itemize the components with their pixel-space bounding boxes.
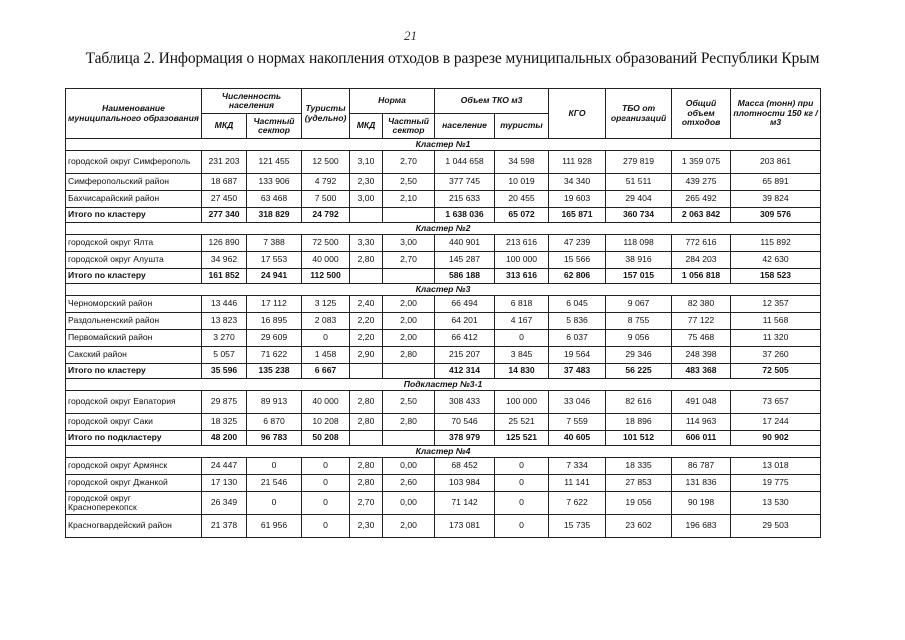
total-row — [66, 269, 821, 284]
table-cell: 47 239 — [549, 235, 606, 252]
table-cell: 27 853 — [606, 475, 672, 492]
header-norm: Норма — [350, 89, 435, 114]
table-cell: 29 875 — [202, 391, 247, 414]
header-volume: Объем ТКО м3 — [435, 89, 549, 114]
table-cell: 33 046 — [549, 391, 606, 414]
header-mass: Масса (тонн) при плотности 150 кг / м3 — [731, 89, 821, 139]
municipality-name: Бахчисарайский район — [66, 191, 202, 208]
total-cell — [383, 269, 435, 284]
table-cell: 4 167 — [495, 313, 549, 330]
total-cell: 1 638 036 — [435, 208, 495, 223]
table-cell: 21 546 — [247, 475, 302, 492]
table-cell: 13 823 — [202, 313, 247, 330]
table-cell: 215 633 — [435, 191, 495, 208]
table-cell: 2,70 — [383, 252, 435, 269]
table-cell: 66 494 — [435, 296, 495, 313]
municipality-name: Черноморский район — [66, 296, 202, 313]
table-cell: 19 564 — [549, 347, 606, 364]
table-cell: 115 892 — [731, 235, 821, 252]
municipality-name: Раздольненский район — [66, 313, 202, 330]
table-cell: 12 357 — [731, 296, 821, 313]
cluster-title: Кластер №3 — [66, 284, 821, 296]
table-cell: 20 455 — [495, 191, 549, 208]
total-cell: 318 829 — [247, 208, 302, 223]
table-cell: 23 602 — [606, 515, 672, 538]
table-cell: 73 657 — [731, 391, 821, 414]
table-cell: 2,40 — [350, 296, 383, 313]
total-cell: 101 512 — [606, 431, 672, 446]
municipality-name: Красногвардейский район — [66, 515, 202, 538]
header-population: Численность населения — [202, 89, 302, 114]
table-cell: 3,00 — [383, 235, 435, 252]
total-label: Итого по кластеру — [66, 269, 202, 284]
table-cell: 65 891 — [731, 174, 821, 191]
table-cell: 0 — [302, 492, 350, 515]
table-cell: 203 861 — [731, 151, 821, 174]
table-cell: 2,00 — [383, 515, 435, 538]
table-row — [66, 458, 821, 475]
table-cell: 86 787 — [672, 458, 731, 475]
table-cell: 82 380 — [672, 296, 731, 313]
table-cell: 2,20 — [350, 330, 383, 347]
table-cell: 1 359 075 — [672, 151, 731, 174]
table-cell: 279 819 — [606, 151, 672, 174]
table-cell: 3,10 — [350, 151, 383, 174]
table-cell: 3,30 — [350, 235, 383, 252]
table-row — [66, 391, 821, 414]
header-tbo-org: ТБО от организаций — [606, 89, 672, 139]
header-norm-private: Частный сектор — [383, 114, 435, 139]
table-cell: 2,70 — [350, 492, 383, 515]
total-label: Итого по кластеру — [66, 208, 202, 223]
table-row — [66, 313, 821, 330]
table-row — [66, 252, 821, 269]
table-cell: 19 775 — [731, 475, 821, 492]
table-cell: 0,00 — [383, 458, 435, 475]
table-cell: 2,80 — [350, 391, 383, 414]
table-row — [66, 191, 821, 208]
total-cell: 6 667 — [302, 364, 350, 379]
table-row — [66, 347, 821, 364]
table-cell: 18 325 — [202, 414, 247, 431]
table-cell: 24 447 — [202, 458, 247, 475]
table-cell: 8 755 — [606, 313, 672, 330]
total-cell: 360 734 — [606, 208, 672, 223]
table-cell: 2,00 — [383, 313, 435, 330]
total-label: Итого по кластеру — [66, 364, 202, 379]
table-cell: 2,50 — [383, 174, 435, 191]
table-cell: 0 — [495, 330, 549, 347]
table-cell: 71 142 — [435, 492, 495, 515]
table-cell: 231 203 — [202, 151, 247, 174]
table-cell: 61 956 — [247, 515, 302, 538]
table-cell: 16 895 — [247, 313, 302, 330]
table-cell: 19 056 — [606, 492, 672, 515]
total-cell: 277 340 — [202, 208, 247, 223]
table-cell: 7 388 — [247, 235, 302, 252]
table-cell: 0 — [495, 492, 549, 515]
table-cell: 19 603 — [549, 191, 606, 208]
table-row — [66, 296, 821, 313]
total-cell: 48 200 — [202, 431, 247, 446]
table-cell: 9 067 — [606, 296, 672, 313]
municipality-name: городской округ Алушта — [66, 252, 202, 269]
cluster-title: Подкластер №3-1 — [66, 379, 821, 391]
total-cell: 112 500 — [302, 269, 350, 284]
table-cell: 7 500 — [302, 191, 350, 208]
table-cell: 70 546 — [435, 414, 495, 431]
total-cell: 606 011 — [672, 431, 731, 446]
total-cell: 412 314 — [435, 364, 495, 379]
table-cell: 284 203 — [672, 252, 731, 269]
table-cell: 11 568 — [731, 313, 821, 330]
waste-norms-table — [65, 88, 821, 538]
table-cell: 118 098 — [606, 235, 672, 252]
total-cell: 56 225 — [606, 364, 672, 379]
table-cell: 215 207 — [435, 347, 495, 364]
table-cell: 34 340 — [549, 174, 606, 191]
table-cell: 13 530 — [731, 492, 821, 515]
table-cell: 26 349 — [202, 492, 247, 515]
total-cell — [383, 431, 435, 446]
table-cell: 12 500 — [302, 151, 350, 174]
header-total: Общий объем отходов — [672, 89, 731, 139]
table-cell: 6 818 — [495, 296, 549, 313]
table-cell: 145 287 — [435, 252, 495, 269]
table-cell: 0 — [302, 475, 350, 492]
total-cell — [383, 364, 435, 379]
total-cell — [350, 364, 383, 379]
table-cell: 0 — [495, 458, 549, 475]
table-cell: 11 141 — [549, 475, 606, 492]
table-cell: 82 616 — [606, 391, 672, 414]
table-cell: 126 890 — [202, 235, 247, 252]
total-cell: 157 015 — [606, 269, 672, 284]
header-tourists: Туристы (удельно) — [302, 89, 350, 139]
table-cell: 29 346 — [606, 347, 672, 364]
table-cell: 1 044 658 — [435, 151, 495, 174]
total-cell: 72 505 — [731, 364, 821, 379]
table-cell: 2,80 — [383, 414, 435, 431]
table-cell: 10 019 — [495, 174, 549, 191]
municipality-name: городской округ Евпатория — [66, 391, 202, 414]
total-cell: 313 616 — [495, 269, 549, 284]
table-cell: 7 559 — [549, 414, 606, 431]
table-cell: 0 — [247, 492, 302, 515]
table-row — [66, 235, 821, 252]
table-cell: 27 450 — [202, 191, 247, 208]
cluster-row — [66, 446, 821, 458]
municipality-name: городской округ Джанкой — [66, 475, 202, 492]
total-cell: 1 056 818 — [672, 269, 731, 284]
table-cell: 6 037 — [549, 330, 606, 347]
table-cell: 3 845 — [495, 347, 549, 364]
table-cell: 1 458 — [302, 347, 350, 364]
total-cell: 586 188 — [435, 269, 495, 284]
total-cell: 161 852 — [202, 269, 247, 284]
table-cell: 248 398 — [672, 347, 731, 364]
table-cell: 265 492 — [672, 191, 731, 208]
total-cell: 62 806 — [549, 269, 606, 284]
table-cell: 90 198 — [672, 492, 731, 515]
table-cell: 103 984 — [435, 475, 495, 492]
table-cell: 0 — [302, 330, 350, 347]
table-cell: 491 048 — [672, 391, 731, 414]
table-cell: 63 468 — [247, 191, 302, 208]
table-body — [66, 139, 821, 538]
total-cell: 35 596 — [202, 364, 247, 379]
table-cell: 13 446 — [202, 296, 247, 313]
total-cell: 90 902 — [731, 431, 821, 446]
table-cell: 111 928 — [549, 151, 606, 174]
table-cell: 2,20 — [350, 313, 383, 330]
total-cell — [350, 269, 383, 284]
cluster-title: Кластер №2 — [66, 223, 821, 235]
table-cell: 29 609 — [247, 330, 302, 347]
table-row — [66, 174, 821, 191]
municipality-name: городской округ Армянск — [66, 458, 202, 475]
table-cell: 3 125 — [302, 296, 350, 313]
cluster-row — [66, 284, 821, 296]
table-cell: 0,00 — [383, 492, 435, 515]
table-cell: 72 500 — [302, 235, 350, 252]
table-cell: 17 553 — [247, 252, 302, 269]
total-cell: 2 063 842 — [672, 208, 731, 223]
table-cell: 439 275 — [672, 174, 731, 191]
total-label: Итого по подкластеру — [66, 431, 202, 446]
table-cell: 2,80 — [350, 414, 383, 431]
table-cell: 21 378 — [202, 515, 247, 538]
header-kgo: КГО — [549, 89, 606, 139]
table-cell: 2,90 — [350, 347, 383, 364]
table-cell: 39 824 — [731, 191, 821, 208]
table-cell: 308 433 — [435, 391, 495, 414]
total-cell: 483 368 — [672, 364, 731, 379]
table-cell: 13 018 — [731, 458, 821, 475]
total-cell: 24 941 — [247, 269, 302, 284]
municipality-name: городской округ Ялта — [66, 235, 202, 252]
total-cell: 96 783 — [247, 431, 302, 446]
table-cell: 64 201 — [435, 313, 495, 330]
table-cell: 2,30 — [350, 174, 383, 191]
cluster-row — [66, 139, 821, 151]
table-cell: 29 503 — [731, 515, 821, 538]
table-cell: 75 468 — [672, 330, 731, 347]
header-volume-tourists: туристы — [495, 114, 549, 139]
table-cell: 18 335 — [606, 458, 672, 475]
municipality-name: городской округ Симферополь — [66, 151, 202, 174]
total-cell: 135 238 — [247, 364, 302, 379]
table-cell: 121 455 — [247, 151, 302, 174]
table-row — [66, 515, 821, 538]
total-cell: 158 523 — [731, 269, 821, 284]
header-name: Наименование муниципального образования — [66, 89, 202, 139]
page-number: 21 — [404, 28, 417, 43]
total-cell: 165 871 — [549, 208, 606, 223]
table-cell: 2,80 — [350, 252, 383, 269]
table-cell: 17 244 — [731, 414, 821, 431]
header-private: Частный сектор — [247, 114, 302, 139]
total-row — [66, 364, 821, 379]
table-cell: 0 — [495, 475, 549, 492]
table-cell: 40 000 — [302, 391, 350, 414]
table-cell: 37 260 — [731, 347, 821, 364]
municipality-name: Сакский район — [66, 347, 202, 364]
table-cell: 66 412 — [435, 330, 495, 347]
total-cell: 378 979 — [435, 431, 495, 446]
total-cell: 40 605 — [549, 431, 606, 446]
table-cell: 38 916 — [606, 252, 672, 269]
table-cell: 34 598 — [495, 151, 549, 174]
header-mkd: МКД — [202, 114, 247, 139]
table-cell: 15 735 — [549, 515, 606, 538]
municipality-name: Первомайский район — [66, 330, 202, 347]
table-cell: 17 112 — [247, 296, 302, 313]
table-cell: 377 745 — [435, 174, 495, 191]
table-cell: 0 — [495, 515, 549, 538]
table-row — [66, 492, 821, 515]
table-cell: 131 836 — [672, 475, 731, 492]
table-cell: 77 122 — [672, 313, 731, 330]
table-cell: 10 208 — [302, 414, 350, 431]
table-cell: 2,00 — [383, 330, 435, 347]
table-cell: 71 622 — [247, 347, 302, 364]
table-cell: 6 870 — [247, 414, 302, 431]
table-row — [66, 475, 821, 492]
table-cell: 0 — [302, 515, 350, 538]
table-cell: 196 683 — [672, 515, 731, 538]
cluster-title: Кластер №4 — [66, 446, 821, 458]
table-cell: 18 896 — [606, 414, 672, 431]
total-cell — [350, 208, 383, 223]
table-cell: 2,80 — [350, 475, 383, 492]
table-cell: 133 906 — [247, 174, 302, 191]
table-cell: 772 616 — [672, 235, 731, 252]
cluster-row — [66, 223, 821, 235]
document-title: Таблица 2. Информация о нормах накопления отходов в разрезе муниципальных образований Республики Крым — [85, 50, 820, 67]
cluster-row — [66, 379, 821, 391]
cluster-title: Кластер №1 — [66, 139, 821, 151]
table-header-row — [66, 89, 821, 114]
total-cell: 24 792 — [302, 208, 350, 223]
total-cell: 14 830 — [495, 364, 549, 379]
table-cell: 7 334 — [549, 458, 606, 475]
total-cell: 37 483 — [549, 364, 606, 379]
total-cell — [383, 208, 435, 223]
table-cell: 9 056 — [606, 330, 672, 347]
total-row — [66, 431, 821, 446]
table-cell: 5 057 — [202, 347, 247, 364]
table-cell: 2,80 — [383, 347, 435, 364]
table-cell: 42 630 — [731, 252, 821, 269]
table-cell: 3,00 — [350, 191, 383, 208]
table-cell: 114 963 — [672, 414, 731, 431]
table-cell: 40 000 — [302, 252, 350, 269]
table-cell: 6 045 — [549, 296, 606, 313]
municipality-name: Симферопольский район — [66, 174, 202, 191]
table-cell: 29 404 — [606, 191, 672, 208]
table-cell: 15 566 — [549, 252, 606, 269]
table-cell: 89 913 — [247, 391, 302, 414]
total-cell: 309 576 — [731, 208, 821, 223]
table-row — [66, 414, 821, 431]
table-cell: 7 622 — [549, 492, 606, 515]
table-cell: 2,00 — [383, 296, 435, 313]
municipality-name: городской округ Красноперекопск — [66, 492, 202, 515]
table-cell: 2,30 — [350, 515, 383, 538]
total-cell — [350, 431, 383, 446]
table-cell: 2,50 — [383, 391, 435, 414]
table-cell: 25 521 — [495, 414, 549, 431]
table-row — [66, 330, 821, 347]
header-volume-population: население — [435, 114, 495, 139]
table-cell: 68 452 — [435, 458, 495, 475]
table-cell: 4 792 — [302, 174, 350, 191]
total-cell: 65 072 — [495, 208, 549, 223]
table-cell: 440 901 — [435, 235, 495, 252]
table-cell: 100 000 — [495, 391, 549, 414]
table-cell: 213 616 — [495, 235, 549, 252]
table-cell: 17 130 — [202, 475, 247, 492]
table-cell: 2 083 — [302, 313, 350, 330]
table-cell: 100 000 — [495, 252, 549, 269]
table-cell: 5 836 — [549, 313, 606, 330]
table-row — [66, 151, 821, 174]
table-cell: 11 320 — [731, 330, 821, 347]
table-cell: 173 081 — [435, 515, 495, 538]
table-cell: 2,70 — [383, 151, 435, 174]
header-norm-mkd: МКД — [350, 114, 383, 139]
table-cell: 0 — [247, 458, 302, 475]
table-cell: 2,80 — [350, 458, 383, 475]
table-cell: 18 687 — [202, 174, 247, 191]
table-cell: 0 — [302, 458, 350, 475]
table-cell: 51 511 — [606, 174, 672, 191]
table-cell: 2,60 — [383, 475, 435, 492]
total-cell: 125 521 — [495, 431, 549, 446]
municipality-name: городской округ Саки — [66, 414, 202, 431]
total-row — [66, 208, 821, 223]
table-cell: 2,10 — [383, 191, 435, 208]
total-cell: 50 208 — [302, 431, 350, 446]
table-cell: 3 270 — [202, 330, 247, 347]
table-cell: 34 962 — [202, 252, 247, 269]
